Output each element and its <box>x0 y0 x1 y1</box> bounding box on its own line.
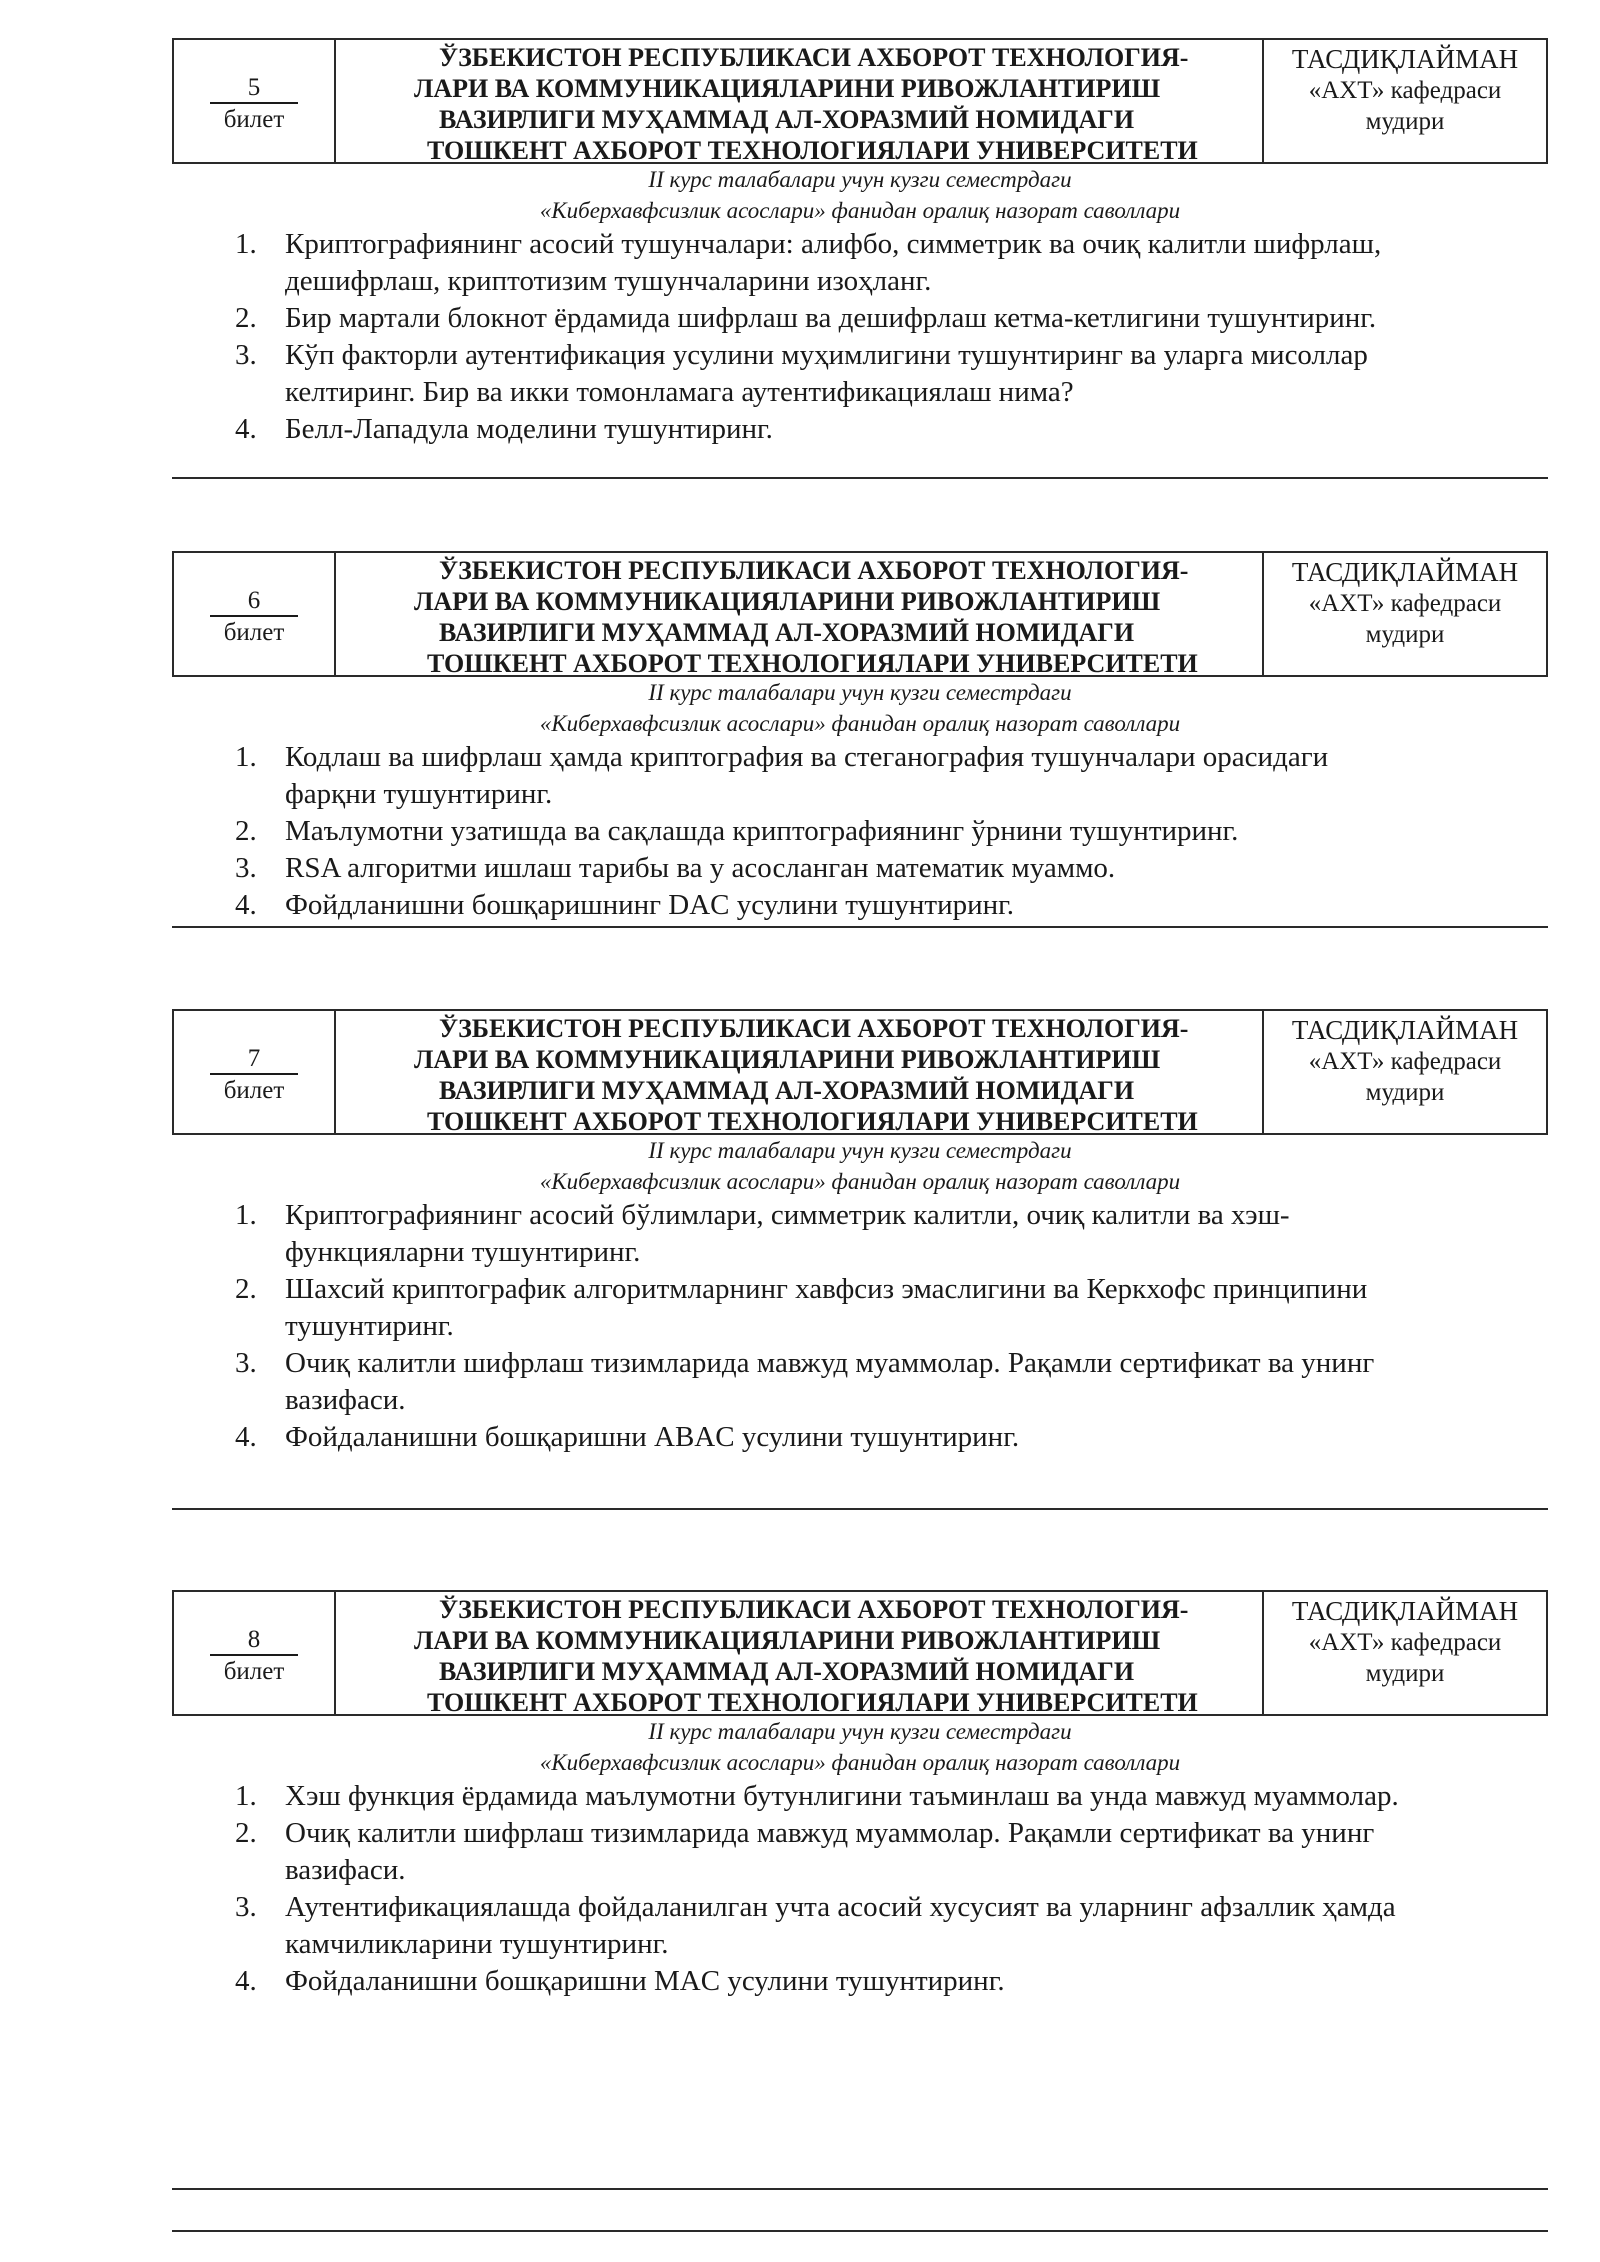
question-number: 3. <box>235 852 257 884</box>
separator-line <box>172 2230 1548 2232</box>
question-number: 1. <box>235 1780 257 1812</box>
ticket-number-cell <box>174 1011 336 1133</box>
question-text: функцияларни тушунтиринг. <box>285 1236 641 1268</box>
title-line: ВАЗИРЛИГИ МУҲАММАД АЛ-ХОРАЗМИЙ НОМИДАГИ <box>439 618 1135 647</box>
approval-line: мудири <box>1365 1660 1445 1687</box>
ticket-header-table <box>172 38 1548 164</box>
ticket-number: 7 <box>210 1045 298 1075</box>
question-text: камчиликларини тушунтиринг. <box>285 1928 669 1960</box>
separator-line <box>172 477 1548 479</box>
course-subtitle <box>172 677 1548 739</box>
question-text: Фойдаланишни бошқаришни ABAC усулини тушунтиринг. <box>285 1421 1020 1453</box>
question-text: вазифаси. <box>285 1854 406 1886</box>
question-item <box>172 813 1548 850</box>
subtitle-line: II курс талабалари учун кузги семестрдаги <box>648 167 1072 192</box>
question-number: 1. <box>235 741 257 773</box>
course-subtitle <box>172 164 1548 226</box>
question-item <box>172 1778 1548 1815</box>
title-line: ЛАРИ ВА КОММУНИКАЦИЯЛАРИНИ РИВОЖЛАНТИРИШ <box>414 74 1161 103</box>
question-number: 4. <box>235 1965 257 1997</box>
title-line: ВАЗИРЛИГИ МУҲАММАД АЛ-ХОРАЗМИЙ НОМИДАГИ <box>439 1076 1135 1105</box>
ticket-header-table <box>172 1590 1548 1716</box>
question-number: 4. <box>235 889 257 921</box>
subtitle-line: II курс талабалари учун кузги семестрдаги <box>648 1719 1072 1744</box>
title-line: ВАЗИРЛИГИ МУҲАММАД АЛ-ХОРАЗМИЙ НОМИДАГИ <box>439 105 1135 134</box>
question-number: 3. <box>235 339 257 371</box>
ticket-number: 6 <box>210 587 298 617</box>
question-item <box>172 1963 1548 2000</box>
title-line: ЛАРИ ВА КОММУНИКАЦИЯЛАРИНИ РИВОЖЛАНТИРИШ <box>414 587 1161 616</box>
ticket-number-cell <box>174 553 336 675</box>
course-subtitle <box>172 1135 1548 1197</box>
question-item <box>172 1345 1548 1419</box>
approval-line: мудири <box>1365 621 1445 648</box>
title-line: ТОШКЕНТ АХБОРОТ ТЕХНОЛОГИЯЛАРИ УНИВЕРСИТЕТИ <box>427 1107 1198 1136</box>
question-item <box>172 850 1548 887</box>
course-subtitle <box>172 1716 1548 1778</box>
question-text: фарқни тушунтиринг. <box>285 778 553 810</box>
university-title <box>336 1592 1264 1717</box>
approval-cell <box>1264 1592 1546 1714</box>
question-text: Хэш функция ёрдамида маълумотни бутунлигини таъминлаш ва унда мавжуд муаммолар. <box>285 1780 1399 1812</box>
subtitle-line: II курс талабалари учун кузги семестрдаги <box>648 1138 1072 1163</box>
subtitle-line: II курс талабалари учун кузги семестрдаги <box>648 680 1072 705</box>
question-list <box>172 226 1548 448</box>
question-text: дешифрлаш, криптотизим тушунчаларини изоҳланг. <box>285 265 932 297</box>
question-text: келтиринг. Бир ва икки томонламага аутентификациялаш нима? <box>285 376 1074 408</box>
question-item <box>172 337 1548 411</box>
question-item <box>172 739 1548 813</box>
subtitle-line: «Киберхавфсизлик асослари» фанидан оралиқ назорат саволлари <box>539 198 1181 223</box>
title-line: ТОШКЕНТ АХБОРОТ ТЕХНОЛОГИЯЛАРИ УНИВЕРСИТЕТИ <box>427 1688 1198 1717</box>
question-item <box>172 411 1548 448</box>
separator-line <box>172 2188 1548 2190</box>
question-number: 2. <box>235 302 257 334</box>
ticket-number: 5 <box>210 74 298 104</box>
title-line: ЎЗБЕКИСТОН РЕСПУБЛИКАСИ АХБОРОТ ТЕХНОЛОГИЯ- <box>439 556 1189 585</box>
approval-line: «АХТ» кафедраси <box>1308 590 1502 617</box>
separator-line <box>172 1508 1548 1510</box>
approval-line: ТАСДИҚЛАЙМАН <box>1291 1015 1519 1045</box>
ticket-number: 8 <box>210 1626 298 1656</box>
question-text: тушунтиринг. <box>285 1310 454 1342</box>
question-number: 4. <box>235 1421 257 1453</box>
approval-line: ТАСДИҚЛАЙМАН <box>1291 1596 1519 1626</box>
title-line: ВАЗИРЛИГИ МУҲАММАД АЛ-ХОРАЗМИЙ НОМИДАГИ <box>439 1657 1135 1686</box>
title-line: ЛАРИ ВА КОММУНИКАЦИЯЛАРИНИ РИВОЖЛАНТИРИШ <box>414 1626 1161 1655</box>
question-text: Очиқ калитли шифрлаш тизимларида мавжуд муаммолар. Рақамли сертификат ва унинг <box>285 1817 1375 1849</box>
question-item <box>172 1815 1548 1889</box>
ticket-word: билет <box>223 1077 285 1104</box>
question-item <box>172 1419 1548 1456</box>
question-number: 1. <box>235 1199 257 1231</box>
question-item <box>172 300 1548 337</box>
title-line: ТОШКЕНТ АХБОРОТ ТЕХНОЛОГИЯЛАРИ УНИВЕРСИТЕТИ <box>427 649 1198 678</box>
title-line: ЛАРИ ВА КОММУНИКАЦИЯЛАРИНИ РИВОЖЛАНТИРИШ <box>414 1045 1161 1074</box>
ticket-7 <box>172 1009 1548 1456</box>
question-item <box>172 1271 1548 1345</box>
question-list <box>172 1778 1548 2000</box>
question-text: Аутентификациялашда фойдаланилган учта асосий хусусият ва уларнинг афзаллик ҳамда <box>285 1891 1396 1923</box>
title-line: ЎЗБЕКИСТОН РЕСПУБЛИКАСИ АХБОРОТ ТЕХНОЛОГИЯ- <box>439 43 1189 72</box>
question-list <box>172 739 1548 924</box>
question-number: 4. <box>235 413 257 445</box>
separator-line <box>172 926 1548 928</box>
question-list <box>172 1197 1548 1456</box>
title-line: ЎЗБЕКИСТОН РЕСПУБЛИКАСИ АХБОРОТ ТЕХНОЛОГИЯ- <box>439 1595 1189 1624</box>
question-number: 2. <box>235 1273 257 1305</box>
question-number: 2. <box>235 815 257 847</box>
question-text: Криптографиянинг асосий тушунчалари: алифбо, симметрик ва очиқ калитли шифрлаш, <box>285 228 1382 260</box>
question-number: 3. <box>235 1347 257 1379</box>
question-item <box>172 887 1548 924</box>
question-text: Маълумотни узатишда ва сақлашда криптографиянинг ўрнини тушунтиринг. <box>285 815 1239 847</box>
question-text: RSA алгоритми ишлаш тарибы ва у асосланган математик муаммо. <box>285 852 1116 884</box>
ticket-word: билет <box>223 619 285 646</box>
question-text: Белл-Лападула моделини тушунтиринг. <box>285 413 773 445</box>
question-number: 2. <box>235 1817 257 1849</box>
ticket-6 <box>172 551 1548 924</box>
approval-line: «АХТ» кафедраси <box>1308 77 1502 104</box>
question-item <box>172 1197 1548 1271</box>
subtitle-line: «Киберхавфсизлик асослари» фанидан оралиқ назорат саволлари <box>539 711 1181 736</box>
question-text: Кодлаш ва шифрлаш ҳамда криптография ва стеганография тушунчалари орасидаги <box>285 741 1329 773</box>
subtitle-line: «Киберхавфсизлик асослари» фанидан оралиқ назорат саволлари <box>539 1750 1181 1775</box>
question-text: Очиқ калитли шифрлаш тизимларида мавжуд муаммолар. Рақамли сертификат ва унинг <box>285 1347 1375 1379</box>
approval-line: ТАСДИҚЛАЙМАН <box>1291 557 1519 587</box>
approval-cell <box>1264 40 1546 162</box>
approval-line: «АХТ» кафедраси <box>1308 1048 1502 1075</box>
approval-cell <box>1264 553 1546 675</box>
ticket-number-cell <box>174 1592 336 1714</box>
university-title <box>336 40 1264 165</box>
ticket-header-table <box>172 1009 1548 1135</box>
subtitle-line: «Киберхавфсизлик асослари» фанидан оралиқ назорат саволлари <box>539 1169 1181 1194</box>
question-text: Бир мартали блокнот ёрдамида шифрлаш ва дешифрлаш кетма-кетлигини тушунтиринг. <box>285 302 1377 334</box>
question-item <box>172 226 1548 300</box>
approval-cell <box>1264 1011 1546 1133</box>
ticket-5 <box>172 38 1548 448</box>
question-number: 3. <box>235 1891 257 1923</box>
approval-line: ТАСДИҚЛАЙМАН <box>1291 44 1519 74</box>
ticket-word: билет <box>223 1658 285 1685</box>
question-text: Фойдланишни бошқаришнинг DAC усулини тушунтиринг. <box>285 889 1015 921</box>
question-text: Кўп факторли аутентификация усулини муҳимлигини тушунтиринг ва уларга мисоллар <box>285 339 1368 371</box>
question-text: Шахсий криптографик алгоритмларнинг хавфсиз эмаслигини ва Керкхофс принципини <box>285 1273 1368 1305</box>
question-text: Криптографиянинг асосий бўлимлари, симметрик калитли, очиқ калитли ва хэш- <box>285 1199 1290 1231</box>
title-line: ЎЗБЕКИСТОН РЕСПУБЛИКАСИ АХБОРОТ ТЕХНОЛОГИЯ- <box>439 1014 1189 1043</box>
approval-line: мудири <box>1365 108 1445 135</box>
approval-line: мудири <box>1365 1079 1445 1106</box>
university-title <box>336 553 1264 678</box>
question-number: 1. <box>235 228 257 260</box>
ticket-header-table <box>172 551 1548 677</box>
ticket-word: билет <box>223 106 285 133</box>
question-text: вазифаси. <box>285 1384 406 1416</box>
ticket-8 <box>172 1590 1548 2000</box>
question-text: Фойдаланишни бошқаришни MAC усулини тушунтиринг. <box>285 1965 1005 1997</box>
approval-line: «АХТ» кафедраси <box>1308 1629 1502 1656</box>
title-line: ТОШКЕНТ АХБОРОТ ТЕХНОЛОГИЯЛАРИ УНИВЕРСИТЕТИ <box>427 136 1198 165</box>
question-item <box>172 1889 1548 1963</box>
ticket-number-cell <box>174 40 336 162</box>
university-title <box>336 1011 1264 1136</box>
